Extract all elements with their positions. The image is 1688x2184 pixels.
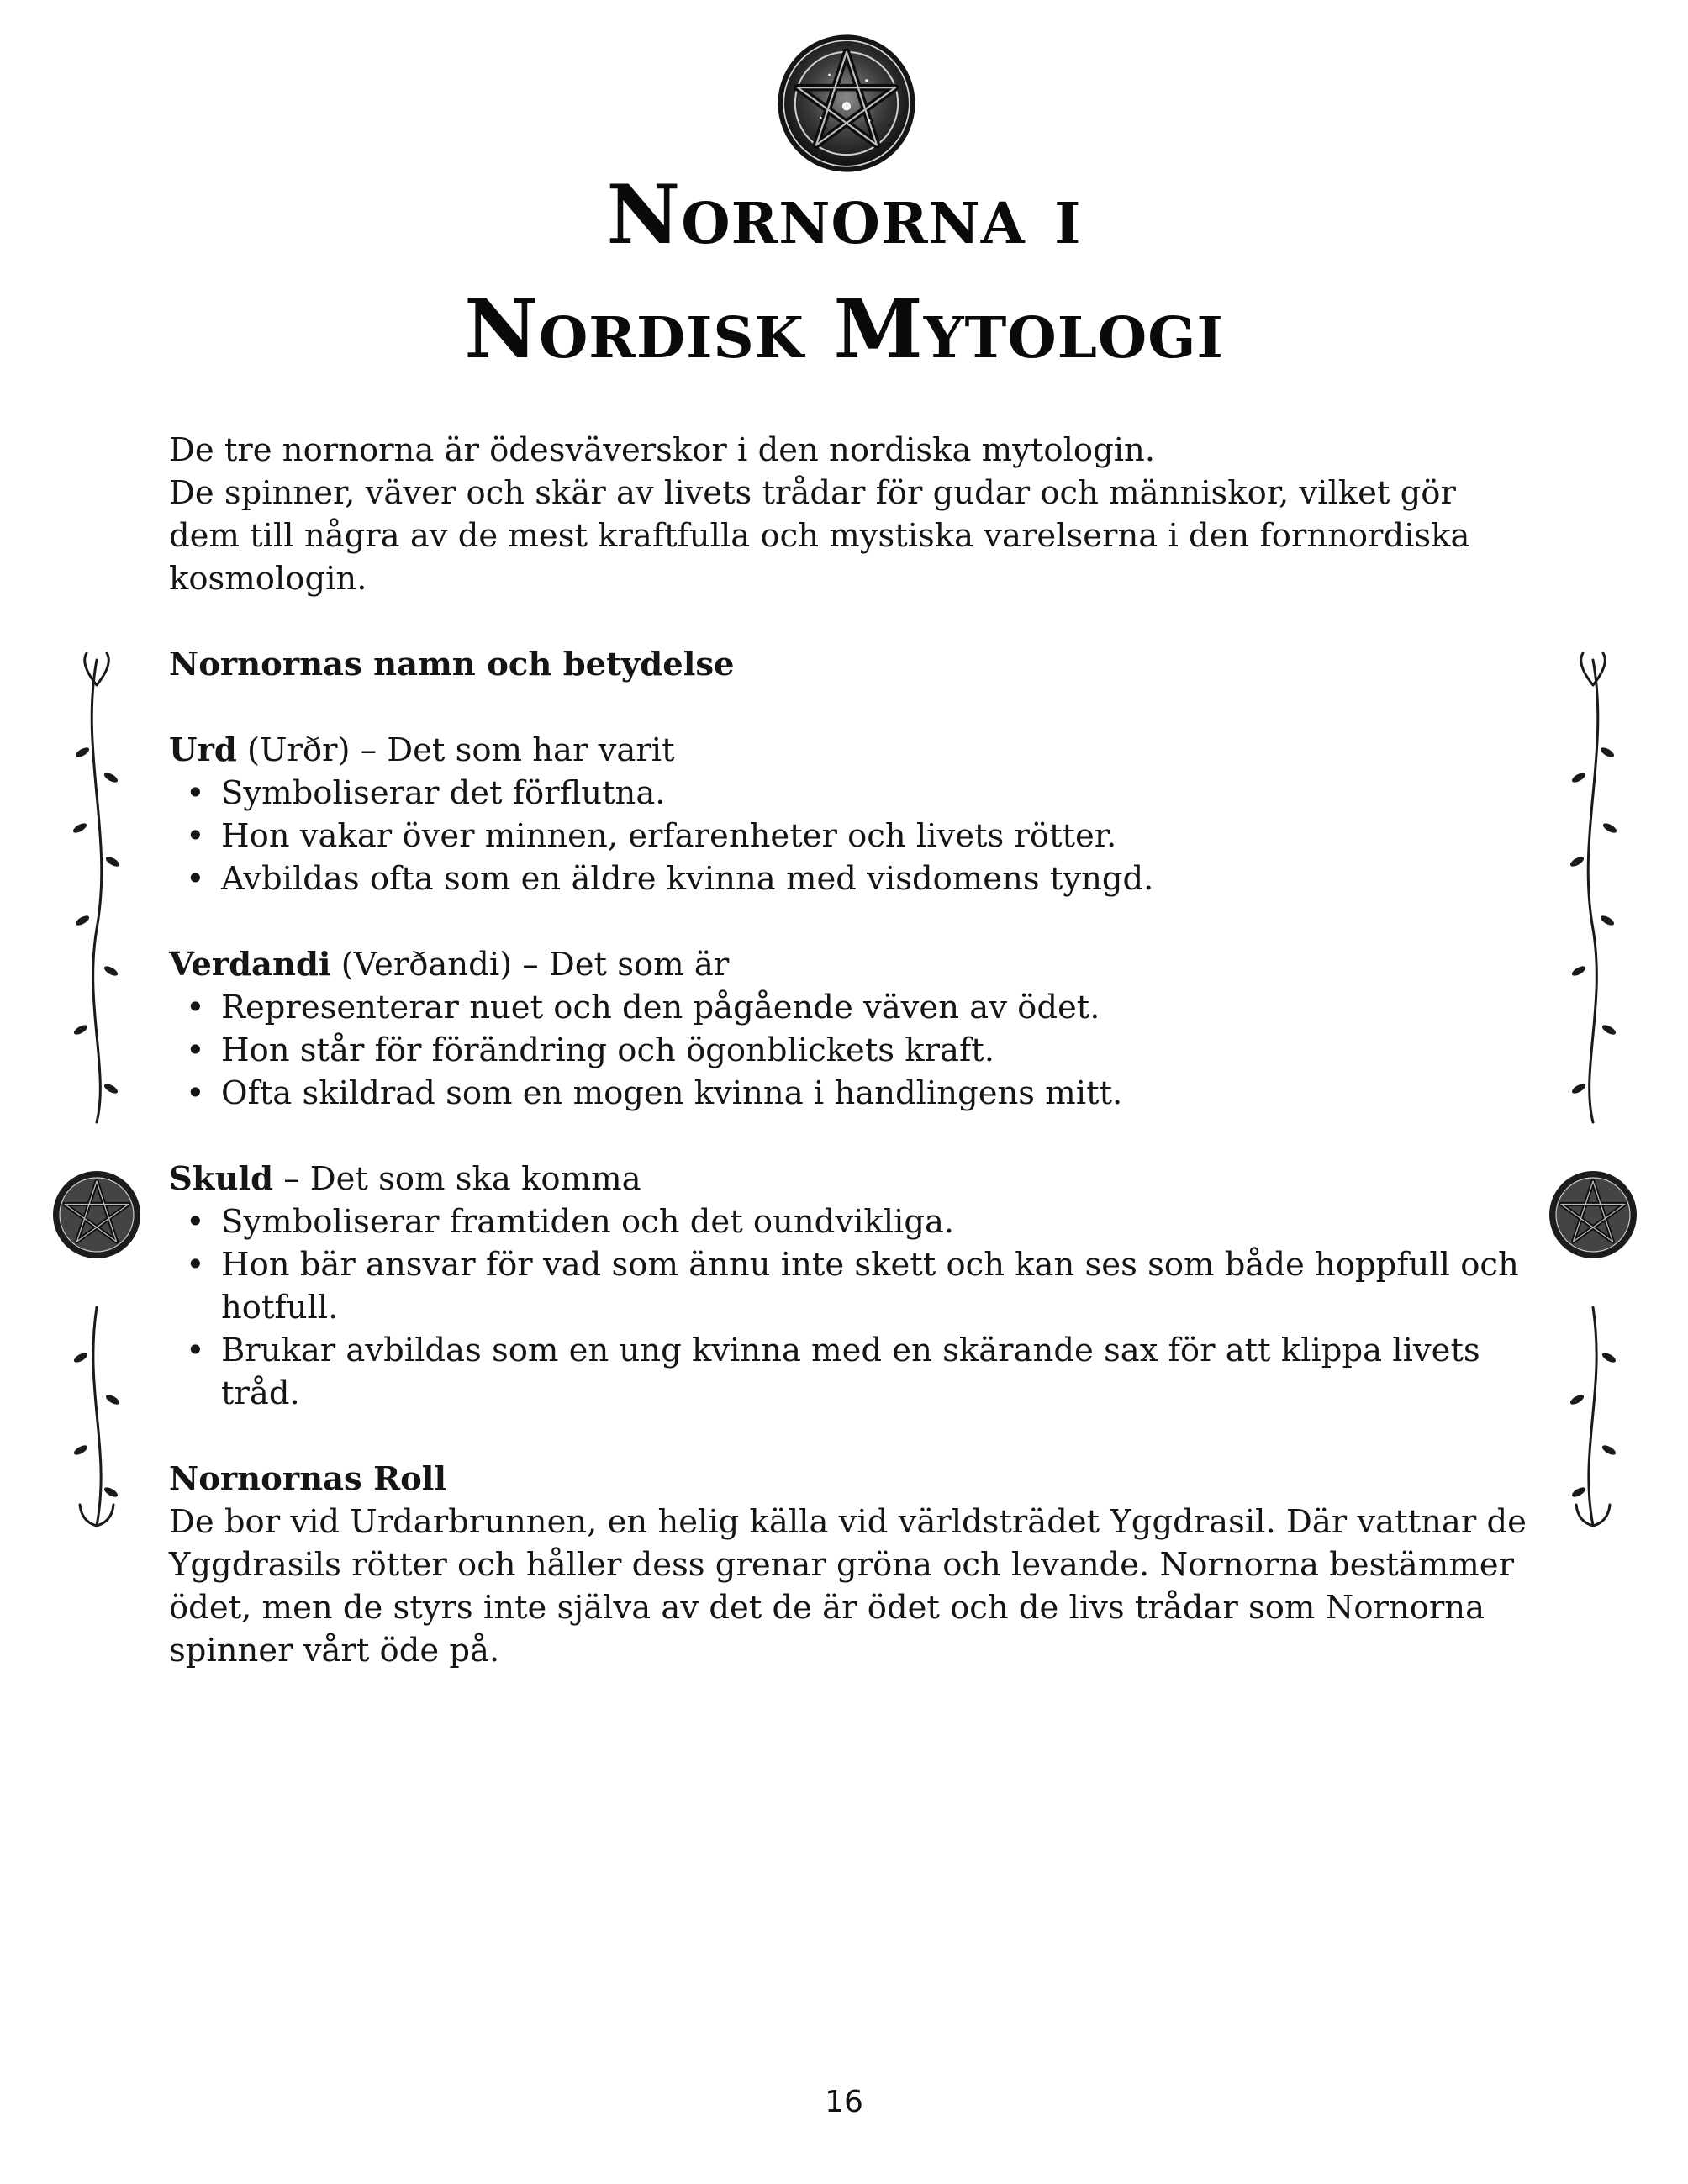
list-item: • Hon bär ansvar för vad som ännu inte skett och kan ses som både hoppfull och hotfull. [169,1243,1531,1329]
list-item: • Ofta skildrad som en mogen kvinna i handlingens mitt. [169,1072,1531,1115]
list-item: • Symboliserar det förflutna. [169,772,1531,815]
norn-urd-bullets [169,772,1531,900]
list-item: • Hon vakar över minnen, erfarenheter och livets rötter. [169,815,1531,857]
body-text [169,429,1531,1672]
list-item: • Symboliserar framtiden och det oundvikliga. [169,1200,1531,1243]
section-heading: Nornornas namn och betydelse [169,646,735,683]
norn-meaning: (Verðandi) – Det som är [330,946,730,984]
page-title [0,158,1688,387]
norn-verdandi-bullets [169,986,1531,1115]
role-heading: Nornornas Roll [169,1460,447,1498]
norn-verdandi-heading [169,943,1531,986]
norn-name: Skuld [169,1160,274,1198]
vine-border-icon [50,652,143,1543]
intro-paragraph-1: De tre nornorna är ödesväverskor i den nordiska mytologin. [169,431,1156,469]
norn-skuld-bullets [169,1200,1531,1415]
norn-meaning: – Det som ska komma [273,1160,641,1198]
page-number: 16 [825,2085,863,2119]
norn-name: Urd [169,731,237,769]
norn-name: Verdandi [169,946,331,984]
list-item: • Hon står för förändring och ögonblickets kraft. [169,1029,1531,1072]
intro-paragraph-2: De spinner, väver och skär av livets trådar för gudar och människor, vilket gör dem till några av de mest kraftfulla och mystiska varelserna i den fornnordiska kosmologin. [169,474,1470,598]
vine-border-icon [1547,652,1639,1543]
norn-urd-heading [169,729,1531,772]
title-line-2: Nordisk Mytologi [464,282,1224,377]
list-item: • Representerar nuet och den pågående väven av ödet. [169,986,1531,1029]
list-item: • Avbildas ofta som en äldre kvinna med visdomens tyngd. [169,857,1531,900]
role-paragraph: De bor vid Urdarbrunnen, en helig källa vid världsträdet Yggdrasil. Där vattnar de Yggdrasils rötter och håller dess grenar gröna och levande. Nornorna bestämmer ödet, men de styrs inte själva av det de är ödet och de livs trådar som Nornorna spinner vårt öde på. [169,1503,1527,1670]
norn-meaning: (Urðr) – Det som har varit [236,731,675,769]
title-line-1: Nornorna i [606,167,1082,262]
norn-skuld-heading [169,1158,1531,1200]
pentagram-emblem-icon [775,32,918,175]
list-item: • Brukar avbildas som en ung kvinna med en skärande sax för att klippa livets tråd. [169,1329,1531,1415]
